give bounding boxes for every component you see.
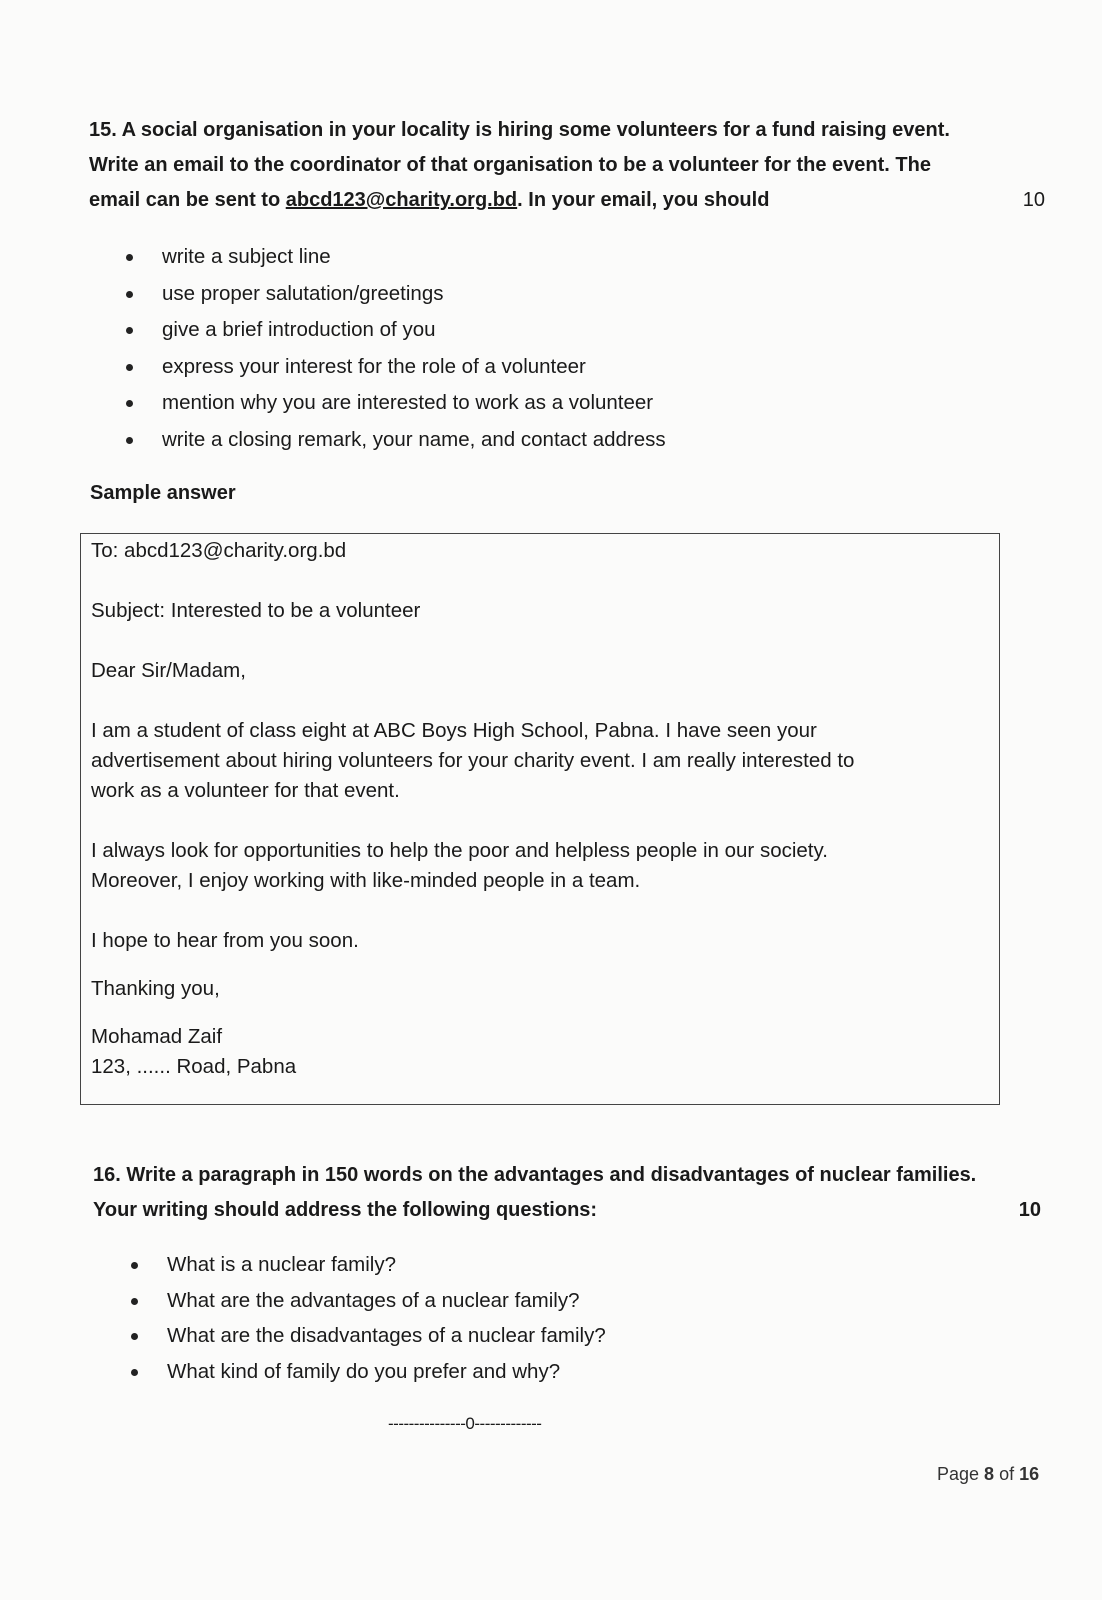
q16-line-1: 16. Write a paragraph in 150 words on the advantages and disadvantages of nuclear families. — [93, 1164, 977, 1186]
sample-answer-box — [80, 533, 1000, 1105]
list-item: express your interest for the role of a volunteer — [120, 349, 666, 386]
email-signature — [91, 1022, 989, 1082]
line: work as a volunteer for that event. — [91, 779, 400, 802]
of-label: of — [994, 1464, 1020, 1484]
list-item: What are the disadvantages of a nuclear family? — [125, 1318, 606, 1354]
list-item: write a subject line — [120, 239, 666, 276]
email-link[interactable]: abcd123@charity.org.bd — [285, 189, 518, 211]
email-subject: Subject: Interested to be a volunteer — [91, 599, 421, 622]
line: I am a student of class eight at ABC Boys High School, Pabna. I have seen your — [91, 719, 817, 742]
current-page: 8 — [984, 1464, 995, 1484]
q15-line-3 — [89, 183, 1045, 218]
line: Moreover, I enjoy working with like-minded people in a team. — [91, 869, 641, 892]
q15-text: email can be sent to — [89, 189, 286, 211]
q16-bullet-list — [125, 1247, 606, 1389]
question-15 — [89, 113, 1045, 218]
sender-address: 123, ...... Road, Pabna — [91, 1055, 297, 1078]
email-paragraph-2 — [91, 836, 989, 896]
list-item: write a closing remark, your name, and contact address — [120, 422, 666, 459]
question-number: 15. — [89, 119, 117, 141]
question-16 — [93, 1158, 1041, 1228]
q16-text: Your writing should address the following questions: — [93, 1199, 598, 1221]
q15-bullet-list — [120, 239, 666, 458]
email-closing: Thanking you, — [91, 977, 220, 1000]
line: I always look for opportunities to help the poor and helpless people in our society. — [91, 839, 828, 862]
list-item: What is a nuclear family? — [125, 1247, 606, 1283]
line: advertisement about hiring volunteers for your charity event. I am really interested to — [91, 749, 855, 772]
q16-line-2 — [93, 1193, 1041, 1228]
list-item: What are the advantages of a nuclear family? — [125, 1283, 606, 1319]
q15-text: . In your email, you should — [517, 189, 770, 211]
list-item: What kind of family do you prefer and why? — [125, 1354, 606, 1390]
list-item: give a brief introduction of you — [120, 312, 666, 349]
email-to: To: abcd123@charity.org.bd — [91, 539, 347, 562]
email-paragraph-3: I hope to hear from you soon. — [91, 929, 359, 952]
q15-marks: 10 — [1022, 189, 1045, 211]
sample-answer-heading: Sample answer — [90, 482, 236, 504]
q16-marks: 10 — [1018, 1199, 1041, 1221]
page-number — [937, 1464, 1039, 1485]
list-item: mention why you are interested to work as a volunteer — [120, 385, 666, 422]
total-pages: 16 — [1019, 1464, 1040, 1484]
list-item: use proper salutation/greetings — [120, 276, 666, 313]
q15-line-1 — [89, 113, 1045, 148]
end-divider: ---------------0------------- — [388, 1414, 542, 1433]
email-paragraph-1 — [91, 716, 989, 806]
q15-line-2: Write an email to the coordinator of that organisation to be a volunteer for the event. The — [89, 154, 931, 176]
sender-name: Mohamad Zaif — [91, 1025, 223, 1048]
page-label: Page — [937, 1464, 985, 1484]
q15-text: A social organisation in your locality is hiring some volunteers for a fund raising event. — [121, 119, 950, 141]
email-salutation: Dear Sir/Madam, — [91, 659, 246, 682]
